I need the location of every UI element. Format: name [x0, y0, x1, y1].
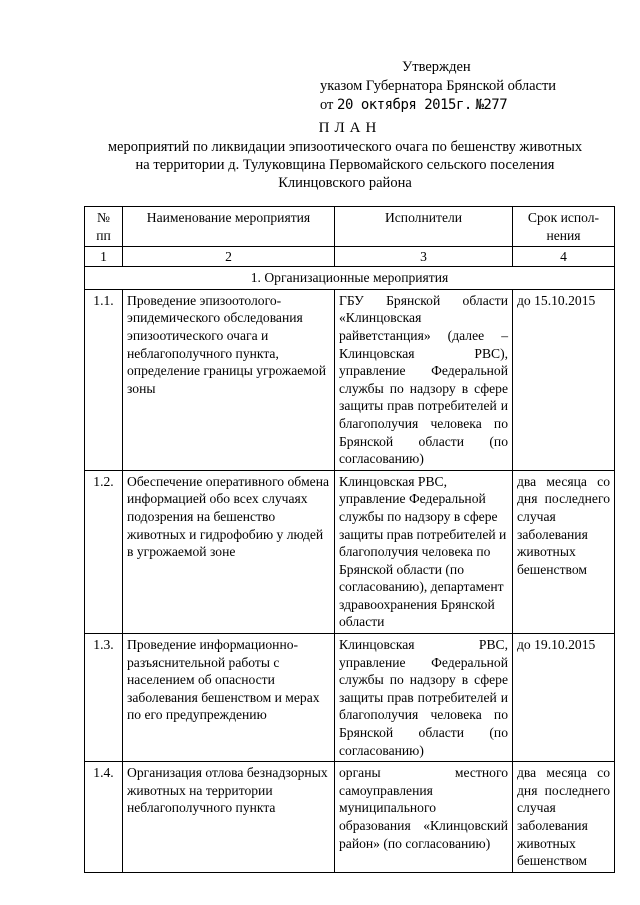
- approval-date: 20 октября 2015г.: [337, 97, 472, 113]
- subtitle-line-1: мероприятий по ликвидации эпизоотического очага по бешенству животных: [107, 139, 583, 155]
- row-executors: органы местного самоуправления муниципального образования «Клинцовский район» (по согласованию): [335, 762, 513, 873]
- row-executors: Клинцовская РВС, управление Федеральной службы по надзору в сфере защиты прав потребителей и благополучия человека по Брянской области (по согласованию): [335, 634, 513, 762]
- plan-table: [84, 206, 615, 873]
- index-cell: 4: [513, 247, 615, 267]
- row-name: Организация отлова безнадзорных животных на территории неблагополучного пункта: [123, 762, 335, 873]
- section-title: 1. Организационные мероприятия: [85, 267, 615, 290]
- header-executors: Исполнители: [335, 207, 513, 247]
- row-deadline: до 19.10.2015: [513, 634, 615, 762]
- row-number: 1.2.: [85, 470, 123, 633]
- approval-block: [320, 58, 610, 115]
- index-cell: 3: [335, 247, 513, 267]
- row-deadline: два месяца со дня последнего случая заболевания животных бешенством: [513, 470, 615, 633]
- table-header-row: [85, 207, 615, 247]
- row-name: Обеспечение оперативного обмена информацией обо всех случаях подозрения на бешенство животных и гидрофобию у людей в угрожаемой зоне: [123, 470, 335, 633]
- table-index-row: [85, 247, 615, 267]
- row-number: 1.3.: [85, 634, 123, 762]
- approval-number: №277: [475, 97, 508, 113]
- subtitle-line-2: на территории д. Тулуковщина Первомайского сельского поселения: [135, 157, 555, 173]
- index-cell: 1: [85, 247, 123, 267]
- row-executors: ГБУ Брянской области «Клинцовская райветстанция» (далее – Клинцовская РВС), управление Федеральной службы по надзору в сфере защиты прав потребителей и благополучия человека по Брянской области (по согласованию): [335, 289, 513, 470]
- header-name: Наименование мероприятия: [123, 207, 335, 247]
- row-number: 1.4.: [85, 762, 123, 873]
- approval-line-1: Утвержден: [402, 59, 471, 75]
- row-name: Проведение эпизоотолого-эпидемического обследования эпизоотического очага и неблагополучного пункта, определение границы угрожаемой зоны: [123, 289, 335, 470]
- row-deadline: два месяца со дня последнего случая заболевания животных бешенством: [513, 762, 615, 873]
- approval-date-prefix: от: [320, 97, 334, 113]
- index-cell: 2: [123, 247, 335, 267]
- approval-line-3: [320, 96, 610, 115]
- row-deadline: до 15.10.2015: [513, 289, 615, 470]
- table-row: [85, 289, 615, 470]
- document-subtitle: [90, 138, 600, 192]
- row-number: 1.1.: [85, 289, 123, 470]
- document-title: ПЛАН: [318, 120, 382, 136]
- row-name: Проведение информационно-разъяснительной работы с населением об опасности заболевания бешенством и мерах по его предупреждению: [123, 634, 335, 762]
- subtitle-line-3: Клинцовского района: [278, 175, 412, 191]
- table-row: [85, 762, 615, 873]
- header-number: № пп: [85, 207, 123, 247]
- table-row: [85, 470, 615, 633]
- table-section-row: [85, 267, 615, 290]
- row-executors: Клинцовская РВС, управление Федеральной службы по надзору в сфере защиты прав потребителей и благополучия человека по Брянской области (по согласованию), департамент здравоохранения Брянской области: [335, 470, 513, 633]
- approval-line-2: указом Губернатора Брянской области: [320, 78, 557, 94]
- table-row: [85, 634, 615, 762]
- header-deadline: Срок испол-нения: [513, 207, 615, 247]
